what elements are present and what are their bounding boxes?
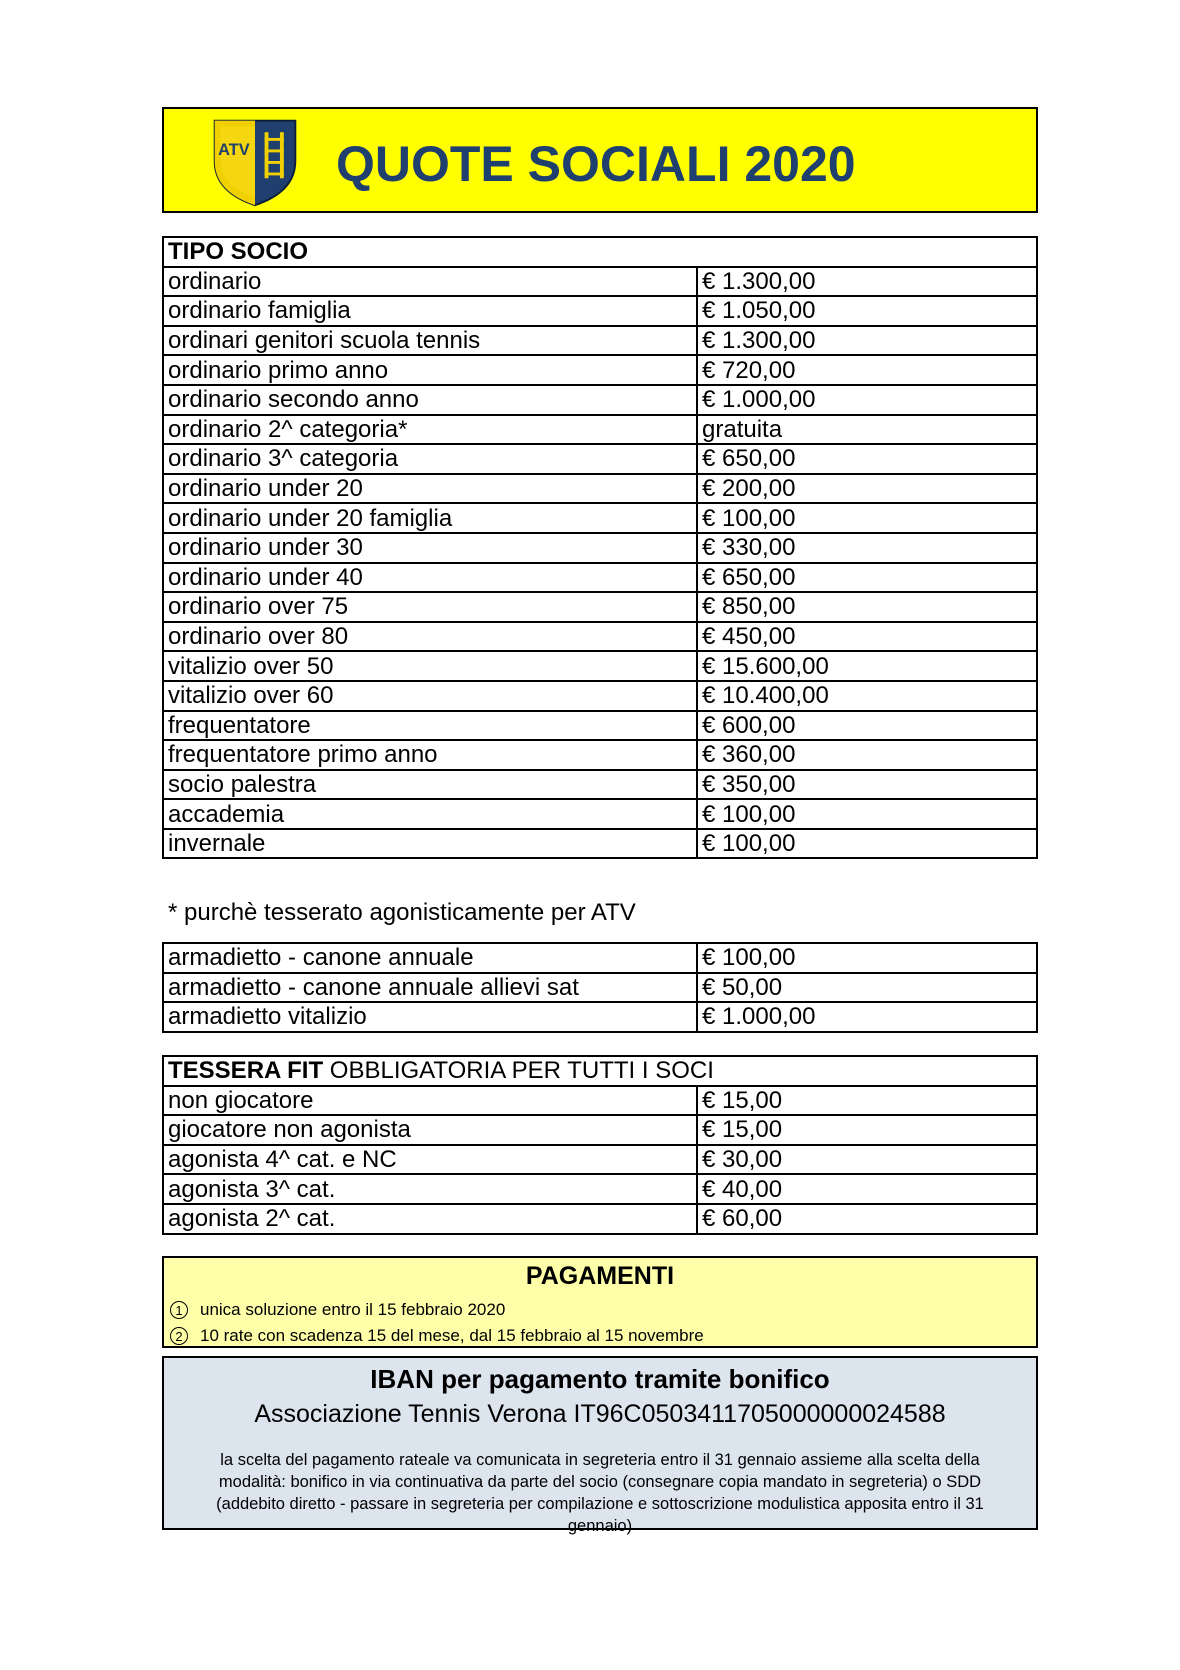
locker-fees-table <box>162 942 1038 1033</box>
table-row <box>163 415 1037 445</box>
row-price: € 720,00 <box>697 355 1037 385</box>
row-label: ordinario under 20 <box>163 474 697 504</box>
row-label: non giocatore <box>163 1086 697 1116</box>
row-label: frequentatore primo anno <box>163 740 697 770</box>
iban-note: la scelta del pagamento rateale va comunicata in segreteria entro il 31 gennaio assieme alla scelta della modalità: bonifico in via continuativa da parte del socio (consegnare copia mandato in segreteria) o SDD (addebito diretto - passare in segreteria per compilazione e sottoscrizione modulistica apposita entro il 31 gennaio) <box>216 1451 984 1535</box>
row-label: frequentatore <box>163 711 697 741</box>
table-header-row <box>163 237 1037 267</box>
row-price: € 350,00 <box>697 770 1037 800</box>
table-row <box>163 326 1037 356</box>
table-heading: TESSERA FIT OBBLIGATORIA PER TUTTI I SOCI <box>163 1056 1037 1086</box>
table-header-row <box>163 1056 1037 1086</box>
payment-option-text: unica soluzione entro il 15 febbraio 2020 <box>200 1300 506 1319</box>
row-label: ordinario under 40 <box>163 563 697 593</box>
row-label: ordinario primo anno <box>163 355 697 385</box>
membership-fees-table <box>162 236 1038 859</box>
row-price: € 10.400,00 <box>697 681 1037 711</box>
table-row <box>163 1145 1037 1175</box>
row-label: armadietto vitalizio <box>163 1002 697 1032</box>
row-price: € 40,00 <box>697 1174 1037 1204</box>
table-row <box>163 444 1037 474</box>
table-row <box>163 1115 1037 1145</box>
row-label: agonista 2^ cat. <box>163 1204 697 1234</box>
payments-box <box>162 1256 1038 1348</box>
iban-account: Associazione Tennis Verona IT96C0503411705000000024588 <box>254 1400 946 1428</box>
table-row <box>163 474 1037 504</box>
row-label: invernale <box>163 829 697 859</box>
row-price: € 1.050,00 <box>697 296 1037 326</box>
row-price: € 1.000,00 <box>697 385 1037 415</box>
row-price: € 60,00 <box>697 1204 1037 1234</box>
table-row <box>163 829 1037 859</box>
payment-option-text: 10 rate con scadenza 15 del mese, dal 15 febbraio al 15 novembre <box>200 1326 704 1345</box>
row-price: € 330,00 <box>697 533 1037 563</box>
row-label: agonista 3^ cat. <box>163 1174 697 1204</box>
fit-card-fees-table <box>162 1055 1038 1235</box>
table-row <box>163 355 1037 385</box>
row-price: € 450,00 <box>697 622 1037 652</box>
table-row <box>163 563 1037 593</box>
page-title: QUOTE SOCIALI 2020 <box>336 136 856 192</box>
row-price: € 360,00 <box>697 740 1037 770</box>
row-label: ordinario 3^ categoria <box>163 444 697 474</box>
circled-number-icon: 1 <box>170 1301 188 1319</box>
table-row <box>163 1002 1037 1032</box>
row-label: giocatore non agonista <box>163 1115 697 1145</box>
payments-title: PAGAMENTI <box>525 1262 675 1290</box>
row-price: € 650,00 <box>697 563 1037 593</box>
row-label: vitalizio over 60 <box>163 681 697 711</box>
row-price: € 100,00 <box>697 943 1037 973</box>
table-row <box>163 267 1037 297</box>
table-row <box>163 681 1037 711</box>
table-heading: TIPO SOCIO <box>163 237 1037 267</box>
row-price: € 1.000,00 <box>697 1002 1037 1032</box>
row-label: ordinario under 20 famiglia <box>163 503 697 533</box>
row-price: € 200,00 <box>697 474 1037 504</box>
row-label: ordinario 2^ categoria* <box>163 415 697 445</box>
row-price: € 1.300,00 <box>697 326 1037 356</box>
table-row <box>163 503 1037 533</box>
table-row <box>163 1086 1037 1116</box>
table-row <box>163 592 1037 622</box>
row-price: € 600,00 <box>697 711 1037 741</box>
iban-title: IBAN per pagamento tramite bonifico <box>370 1364 830 1394</box>
row-label: ordinario under 30 <box>163 533 697 563</box>
row-label: accademia <box>163 799 697 829</box>
table-row <box>163 770 1037 800</box>
payment-option <box>170 1300 505 1320</box>
row-price: € 650,00 <box>697 444 1037 474</box>
row-label: ordinario over 80 <box>163 622 697 652</box>
row-price: € 15,00 <box>697 1115 1037 1145</box>
row-label: vitalizio over 50 <box>163 651 697 681</box>
table-row <box>163 533 1037 563</box>
row-price: € 15,00 <box>697 1086 1037 1116</box>
row-label: ordinario over 75 <box>163 592 697 622</box>
row-label: ordinario secondo anno <box>163 385 697 415</box>
table-row <box>163 973 1037 1003</box>
row-label: ordinari genitori scuola tennis <box>163 326 697 356</box>
svg-text:ATV: ATV <box>218 141 250 160</box>
row-price: € 100,00 <box>697 503 1037 533</box>
row-price: € 1.300,00 <box>697 267 1037 297</box>
table-row <box>163 296 1037 326</box>
row-price: € 100,00 <box>697 799 1037 829</box>
row-label: armadietto - canone annuale <box>163 943 697 973</box>
row-price: € 850,00 <box>697 592 1037 622</box>
table-row <box>163 799 1037 829</box>
header-banner <box>162 107 1038 213</box>
row-price: € 15.600,00 <box>697 651 1037 681</box>
table-row <box>163 1174 1037 1204</box>
row-label: socio palestra <box>163 770 697 800</box>
table-row <box>163 943 1037 973</box>
row-price: gratuita <box>697 415 1037 445</box>
table-row <box>163 740 1037 770</box>
row-label: ordinario <box>163 267 697 297</box>
table-row <box>163 1204 1037 1234</box>
circled-number-icon: 2 <box>170 1327 188 1345</box>
payment-option <box>170 1326 704 1346</box>
table-row <box>163 711 1037 741</box>
row-price: € 30,00 <box>697 1145 1037 1175</box>
row-label: ordinario famiglia <box>163 296 697 326</box>
table-row <box>163 622 1037 652</box>
row-label: agonista 4^ cat. e NC <box>163 1145 697 1175</box>
table-row <box>163 385 1037 415</box>
atv-shield-logo <box>206 113 304 209</box>
row-price: € 100,00 <box>697 829 1037 859</box>
row-label: armadietto - canone annuale allievi sat <box>163 973 697 1003</box>
row-price: € 50,00 <box>697 973 1037 1003</box>
iban-box <box>162 1356 1038 1535</box>
footnote: * purchè tesserato agonisticamente per ATV <box>168 899 636 926</box>
table-row <box>163 651 1037 681</box>
